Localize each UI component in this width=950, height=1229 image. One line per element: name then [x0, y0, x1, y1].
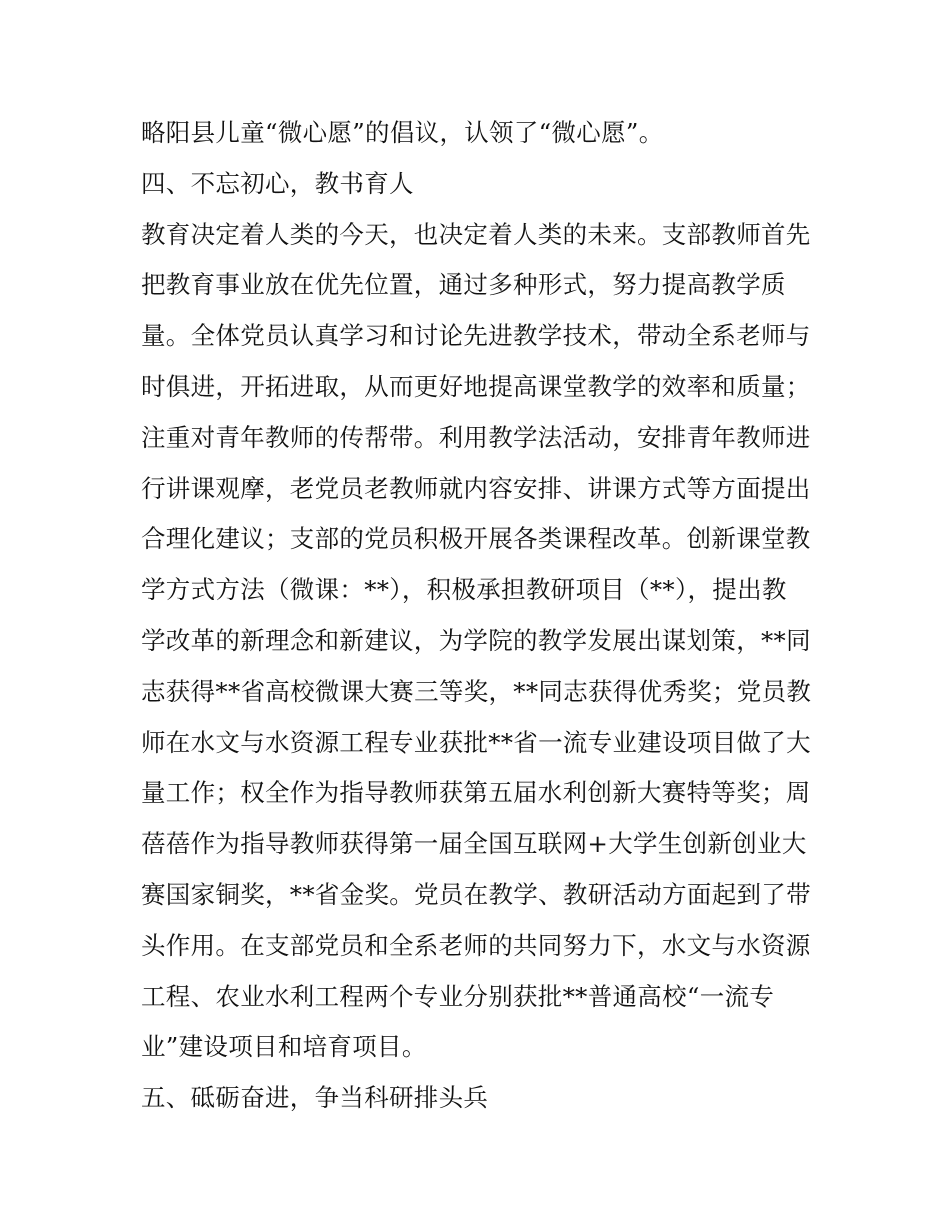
paragraph-line: 工程、农业水利工程两个专业分别获批**普通高校“一流专 — [141, 981, 775, 1011]
paragraph-line: 学改革的新理念和新建议，为学院的教学发展出谋划策，**同 — [141, 625, 811, 655]
section-heading: 五、砥砺奋进，争当科研排头兵 — [141, 1083, 489, 1113]
paragraph-line: 志获得**省高校微课大赛三等奖，**同志获得优秀奖；党员教 — [141, 676, 812, 706]
paragraph-line: 赛国家铜奖，**省金奖。党员在教学、教研活动方面起到了带 — [141, 879, 811, 909]
paragraph-line: 把教育事业放在优先位置，通过多种形式，努力提高教学质 — [141, 270, 786, 300]
paragraph-line: 蓓蓓作为指导教师获得第一届全国互联网+大学生创新创业大 — [141, 829, 807, 859]
paragraph-line: 业”建设项目和培育项目。 — [141, 1032, 427, 1062]
paragraph-line: 量。全体党员认真学习和讨论先进教学技术，带动全系老师与 — [141, 321, 811, 351]
paragraph-line: 学方式方法（微课：**），积极承担教研项目（**），提出教 — [141, 575, 787, 605]
paragraph-line: 头作用。在支部党员和全系老师的共同努力下，水文与水资源 — [141, 930, 811, 960]
paragraph-line: 师在水文与水资源工程专业获批**省一流专业建设项目做了大 — [141, 727, 811, 757]
paragraph-line: 注重对青年教师的传帮带。利用教学法活动，安排青年教师进 — [141, 422, 811, 452]
paragraph-line: 时俱进，开拓进取，从而更好地提高课堂教学的效率和质量； — [141, 371, 811, 401]
section-heading: 四、不忘初心，教书育人 — [141, 168, 414, 198]
document-body — [141, 108, 831, 1124]
paragraph-line: 行讲课观摩，老党员老教师就内容安排、讲课方式等方面提出 — [141, 473, 811, 503]
paragraph-line: 量工作；权全作为指导教师获第五届水利创新大赛特等奖；周 — [141, 778, 811, 808]
paragraph-line: 略阳县儿童“微心愿”的倡议，认领了“微心愿”。 — [141, 118, 664, 147]
paragraph-line: 教育决定着人类的今天，也决定着人类的未来。支部教师首先 — [141, 219, 811, 249]
paragraph-line: 合理化建议；支部的党员积极开展各类课程改革。创新课堂教 — [141, 524, 811, 554]
